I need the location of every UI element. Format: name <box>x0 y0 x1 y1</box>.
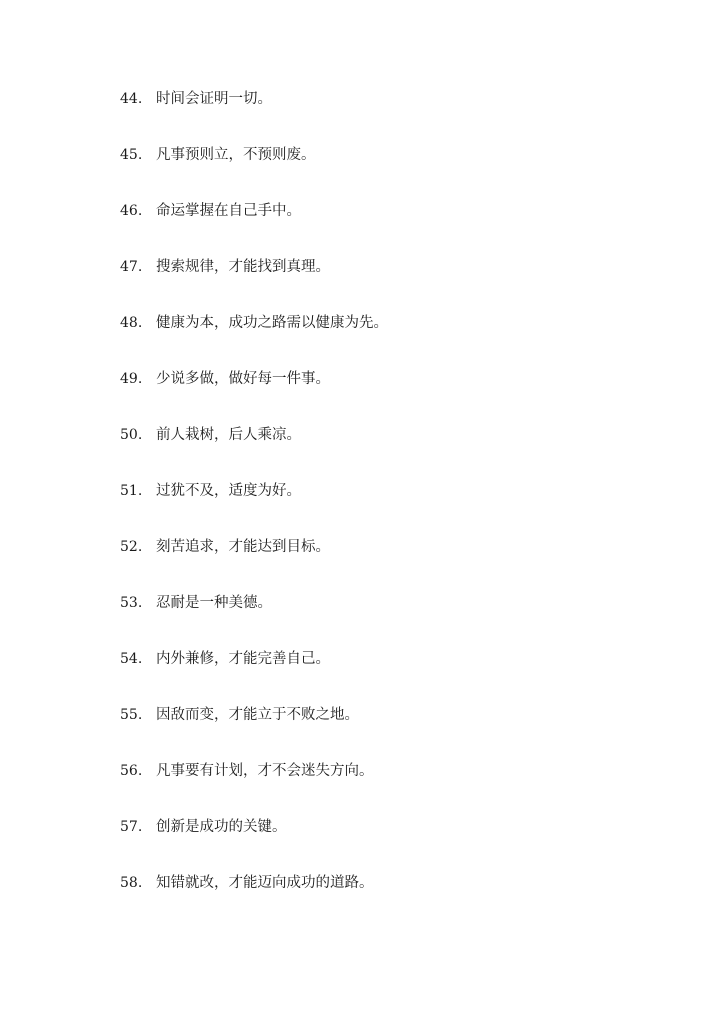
item-number: 54. <box>120 651 143 667</box>
item-text: 时间会证明一切。 <box>156 91 272 107</box>
list-item <box>120 308 388 364</box>
item-text: 搜索规律，才能找到真理。 <box>156 259 330 275</box>
item-number: 53. <box>120 595 143 611</box>
item-text: 创新是成功的关键。 <box>156 819 287 835</box>
item-number: 56. <box>120 763 143 779</box>
list-item <box>120 476 388 532</box>
item-text: 前人栽树，后人乘凉。 <box>156 427 301 443</box>
list-item <box>120 140 388 196</box>
list-item <box>120 364 388 420</box>
item-number: 46. <box>120 203 143 219</box>
list-item <box>120 700 388 756</box>
item-text: 知错就改，才能迈向成功的道路。 <box>156 875 374 891</box>
item-number: 44. <box>120 91 143 107</box>
item-text: 凡事要有计划，才不会迷失方向。 <box>156 763 374 779</box>
item-number: 47. <box>120 259 143 275</box>
item-text: 少说多做，做好每一件事。 <box>156 371 330 387</box>
numbered-list <box>120 84 388 924</box>
item-text: 内外兼修，才能完善自己。 <box>156 651 330 667</box>
list-item <box>120 812 388 868</box>
item-number: 52. <box>120 539 143 555</box>
item-number: 45. <box>120 147 143 163</box>
list-item <box>120 588 388 644</box>
list-item <box>120 420 388 476</box>
item-text: 刻苦追求，才能达到目标。 <box>156 539 330 555</box>
item-text: 因敌而变，才能立于不败之地。 <box>156 707 359 723</box>
item-number: 48. <box>120 315 143 331</box>
item-text: 命运掌握在自己手中。 <box>156 203 301 219</box>
item-number: 55. <box>120 707 143 723</box>
item-text: 忍耐是一种美德。 <box>156 595 272 611</box>
list-item <box>120 84 388 140</box>
item-number: 50. <box>120 427 143 443</box>
item-number: 51. <box>120 483 143 499</box>
item-text: 过犹不及，适度为好。 <box>156 483 301 499</box>
list-item <box>120 644 388 700</box>
item-text: 健康为本，成功之路需以健康为先。 <box>156 315 388 331</box>
item-text: 凡事预则立，不预则废。 <box>156 147 316 163</box>
list-item <box>120 756 388 812</box>
item-number: 49. <box>120 371 143 387</box>
list-item <box>120 196 388 252</box>
item-number: 57. <box>120 819 143 835</box>
list-item <box>120 252 388 308</box>
list-item <box>120 532 388 588</box>
item-number: 58. <box>120 875 143 891</box>
list-item <box>120 868 388 924</box>
